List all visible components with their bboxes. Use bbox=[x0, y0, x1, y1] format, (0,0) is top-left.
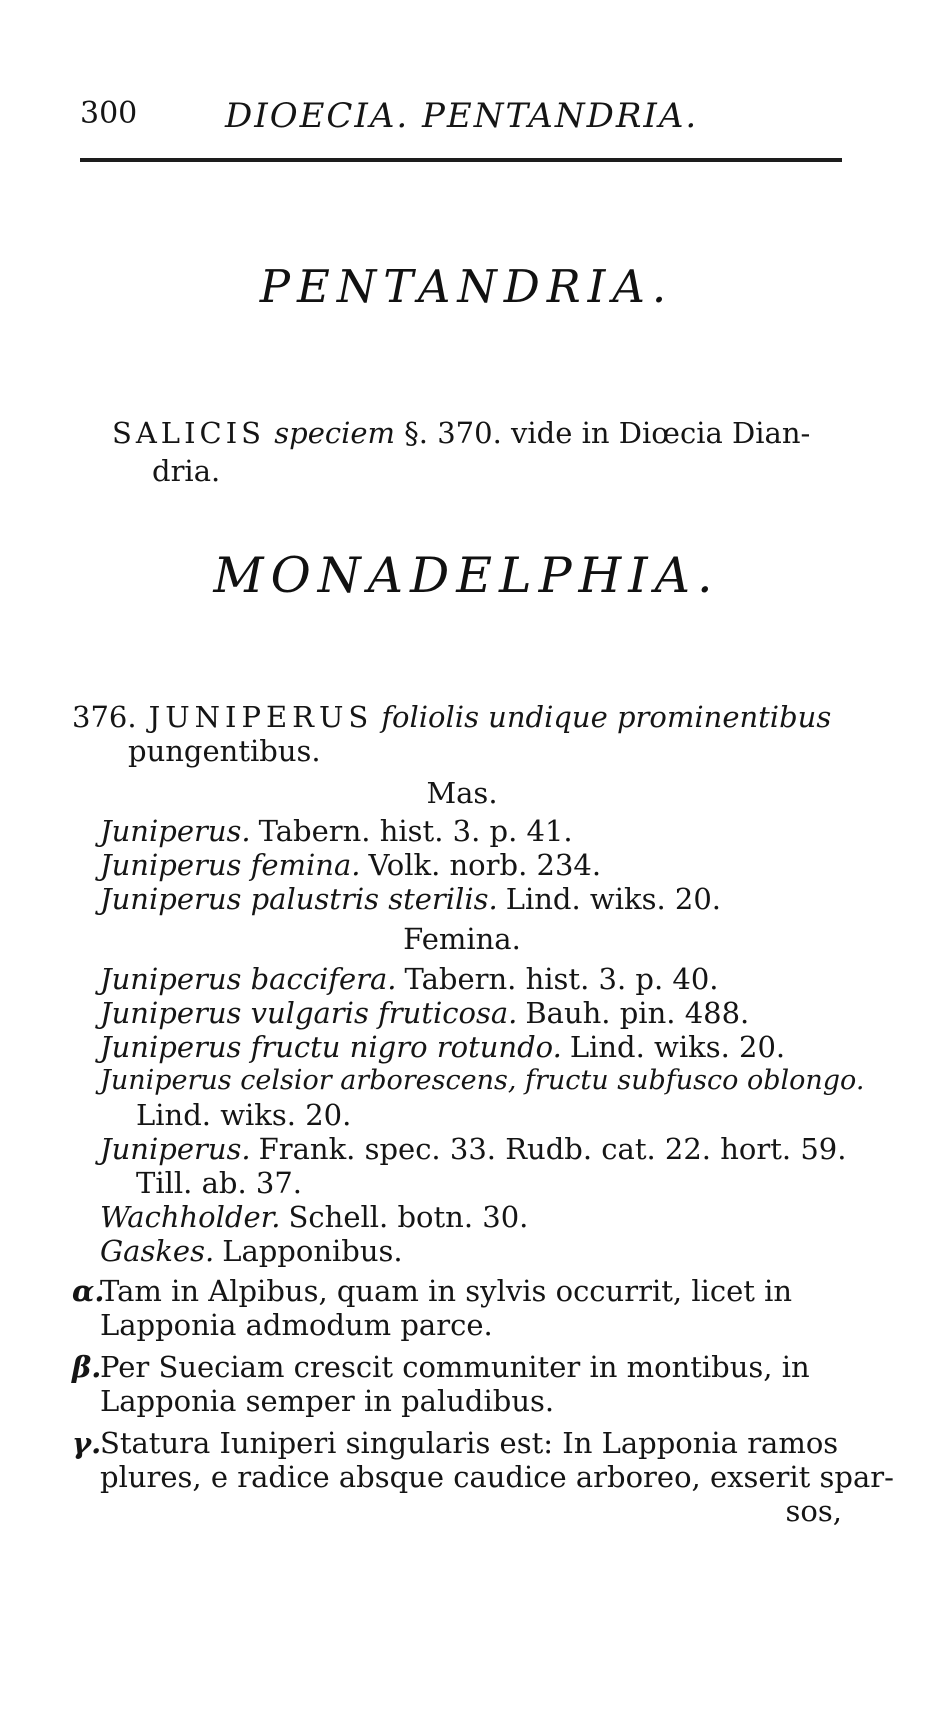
synonym-name: Juniperus palustris sterilis. bbox=[100, 882, 498, 916]
note-continuation: Lapponia semper in paludibus. bbox=[100, 1384, 555, 1418]
salicis-lead: SALICIS bbox=[112, 416, 266, 450]
synonym-reference: Lind. wiks. 20. bbox=[505, 882, 722, 916]
synonym-reference: Volk. norb. 234. bbox=[368, 848, 602, 882]
juniperus-entry bbox=[72, 700, 894, 1528]
synonym-reference: Lind. wiks. 20. bbox=[569, 1030, 786, 1064]
variety-marker: α. bbox=[72, 1274, 105, 1308]
variety-note-beta bbox=[72, 1350, 810, 1384]
entry-title-line bbox=[72, 700, 831, 734]
synonym-name: Juniperus vulgaris fruticosa. bbox=[100, 996, 518, 1030]
variety-marker: β. bbox=[72, 1350, 102, 1384]
synonym-reference: Frank. spec. 33. Rudb. cat. 22. hort. 59. bbox=[258, 1132, 847, 1166]
femina-heading: Femina. bbox=[403, 922, 521, 956]
note-continuation: plures, e radice absque caudice arboreo, exserit spar- bbox=[100, 1460, 894, 1494]
synonym-reference: Till. ab. 37. bbox=[136, 1166, 303, 1200]
synonym-line bbox=[100, 848, 601, 882]
note-continuation-end: sos, bbox=[785, 1494, 842, 1528]
synonym-line bbox=[100, 1030, 785, 1064]
synonym-reference: Bauh. pin. 488. bbox=[525, 996, 750, 1030]
running-title: DIOECIA. PENTANDRIA. bbox=[225, 96, 699, 136]
synonym-continuation bbox=[128, 1098, 351, 1132]
synonym-name: Juniperus celsior arborescens, fructu subfusco oblongo. bbox=[100, 1065, 865, 1096]
synonym-name: Juniperus baccifera. bbox=[100, 962, 397, 996]
header-rule bbox=[80, 158, 842, 162]
monadelphia-heading: MONADELPHIA. bbox=[213, 547, 720, 604]
salicis-italic: speciem bbox=[274, 416, 396, 450]
synonym-name: Juniperus. bbox=[100, 814, 251, 848]
entry-description-1: foliolis undique prominentibus bbox=[381, 700, 832, 734]
synonym-reference: Tabern. hist. 3. p. 41. bbox=[258, 814, 573, 848]
salicis-line-2: dria. bbox=[152, 454, 221, 488]
mas-heading: Mas. bbox=[426, 776, 498, 810]
running-head bbox=[80, 96, 840, 138]
synonym-line bbox=[100, 1234, 403, 1268]
page-number: 300 bbox=[80, 96, 138, 131]
synonym-line bbox=[100, 1132, 846, 1166]
synonym-continuation bbox=[128, 1166, 302, 1200]
synonym-name: Juniperus fructu nigro rotundo. bbox=[100, 1030, 562, 1064]
synonym-name: Gaskes. bbox=[100, 1234, 215, 1268]
synonym-line bbox=[100, 962, 719, 996]
synonym-name: Juniperus femina. bbox=[100, 848, 361, 882]
note-line: Tam in Alpibus, quam in sylvis occurrit, licet in bbox=[100, 1274, 793, 1308]
entry-number: 376. bbox=[72, 700, 137, 734]
synonym-reference: Tabern. hist. 3. p. 40. bbox=[404, 962, 719, 996]
salicis-rest: §. 370. vide in Diœcia Dian- bbox=[404, 416, 811, 450]
synonym-line bbox=[100, 1064, 872, 1098]
variety-marker: γ. bbox=[72, 1426, 102, 1460]
synonym-reference: Schell. botn. 30. bbox=[288, 1200, 529, 1234]
synonym-reference: Lind. wiks. 20. bbox=[136, 1098, 352, 1132]
entry-description-2: pungentibus. bbox=[128, 734, 321, 768]
note-line: Per Sueciam crescit communiter in montibus, in bbox=[100, 1350, 810, 1384]
synonym-line bbox=[100, 1200, 528, 1234]
synonym-reference: Lapponibus. bbox=[222, 1234, 403, 1268]
pentandria-heading: PENTANDRIA. bbox=[259, 260, 674, 313]
variety-note-alpha bbox=[72, 1274, 792, 1308]
salicis-reference bbox=[112, 414, 811, 488]
synonym-name: Wachholder. bbox=[100, 1200, 281, 1234]
synonym-name: Juniperus. bbox=[100, 1132, 251, 1166]
synonym-line bbox=[100, 882, 721, 916]
entry-genus: JUNIPERUS bbox=[148, 700, 374, 734]
synonym-line bbox=[100, 814, 573, 848]
note-line: Statura Iuniperi singularis est: In Lapponia ramos bbox=[100, 1426, 839, 1460]
synonym-line bbox=[100, 996, 749, 1030]
variety-note-gamma bbox=[72, 1426, 838, 1460]
note-continuation: Lapponia admodum parce. bbox=[100, 1308, 493, 1342]
